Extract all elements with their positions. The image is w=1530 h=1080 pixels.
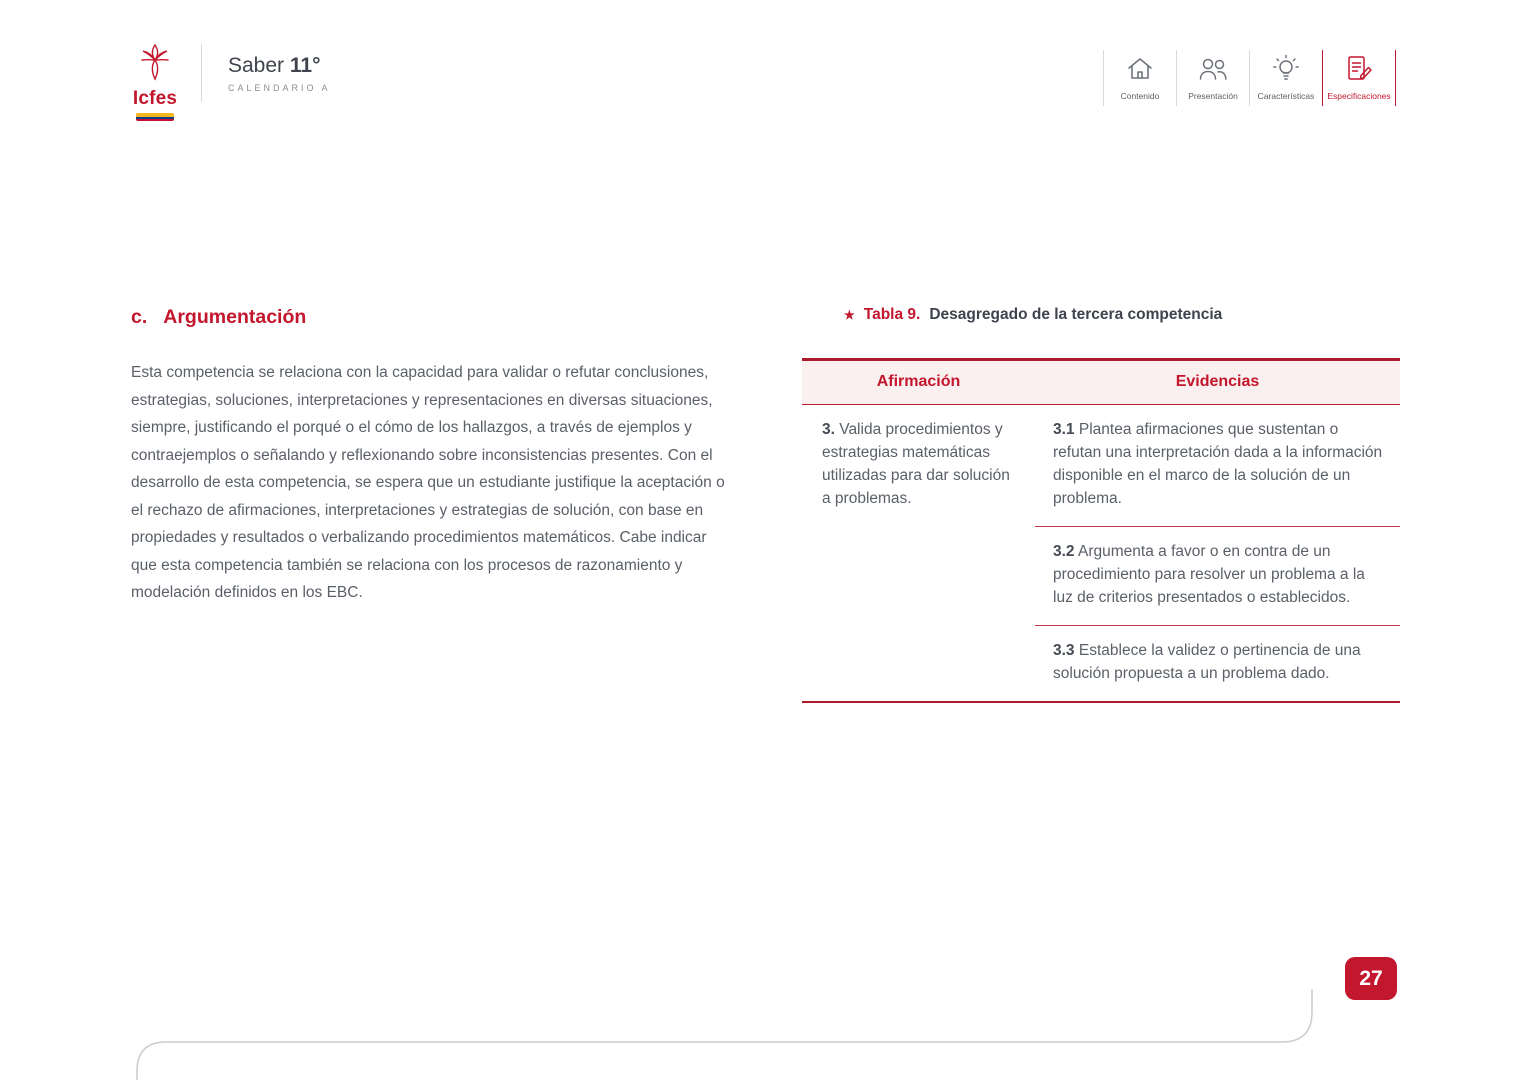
body-paragraph: Esta competencia se relaciona con la capacidad para validar o refutar conclusiones, estrategias, soluciones, interpretaciones y representaciones en diversas situaciones, siempre, justificando el porqué o el cómo de los hallazgos, a través de ejemplos y contraejemplos o señalando y reflexionando sobre inconsistencias presentes. Con el desarrollo de esta competencia, se espera que un estudiante justifique la aceptación o el rechazo de afirmaciones, interpretaciones y estrategias de solución, con base en propiedades y resultados o verbalizando procedimientos matemáticos. Cabe indicar que esta competencia también se relaciona con los procesos de razonamiento y modelación definidos en los EBC. xyxy=(131,364,725,601)
icfes-emblem-icon xyxy=(137,42,173,87)
affirmation-cell xyxy=(802,405,1035,701)
evidence-cell xyxy=(1035,526,1400,625)
table-caption-label: Tabla 9. xyxy=(863,306,921,323)
affirmation-text: Valida procedimientos y estrategias matemáticas utilizadas para dar solución a problemas. xyxy=(822,421,1010,507)
table-body xyxy=(802,405,1400,701)
header-nav xyxy=(1103,50,1396,106)
brand-subtitle: CALENDARIO A xyxy=(228,83,331,93)
table-column xyxy=(802,306,1400,703)
home-icon xyxy=(1125,50,1155,88)
nav-item-label: Características xyxy=(1257,91,1315,101)
text-column xyxy=(131,306,725,607)
section-letter: c. xyxy=(131,306,148,328)
section-title: Argumentación xyxy=(163,306,307,328)
people-icon xyxy=(1196,50,1230,88)
table-header-afirmacion: Afirmación xyxy=(876,373,961,390)
page-number-badge: 27 xyxy=(1345,957,1397,1000)
flag-stripe-red xyxy=(136,119,174,121)
brand-title xyxy=(228,42,331,93)
evidence-text: Argumenta a favor o en contra de un procedimiento para resolver un problema a la luz de criterios presentados o establecidos. xyxy=(1053,543,1365,606)
nav-item-especificaciones[interactable] xyxy=(1323,50,1395,106)
evidences-column xyxy=(1035,405,1400,701)
nav-item-presentacion[interactable] xyxy=(1177,50,1249,106)
nav-item-contenido[interactable] xyxy=(1104,50,1176,106)
brand-title-11: 11° xyxy=(289,54,321,77)
section-heading xyxy=(131,306,725,329)
colombia-flag xyxy=(136,113,174,121)
icfes-logo xyxy=(131,42,179,121)
brand-title-saber: Saber xyxy=(228,54,285,77)
star-icon: ★ xyxy=(844,308,855,322)
table-header-row xyxy=(802,361,1400,405)
evidence-number: 3.3 xyxy=(1053,642,1075,659)
affirmation-number: 3. xyxy=(822,421,835,438)
nav-item-label: Contenido xyxy=(1120,91,1160,101)
table-caption xyxy=(802,306,1400,324)
nav-item-label: Presentación xyxy=(1188,91,1238,101)
evidence-text: Plantea afirmaciones que sustentan o refutan una interpretación dada a la información disponible en el marco de la solución de un problema. xyxy=(1053,421,1383,507)
competencia-table xyxy=(802,358,1400,703)
evidence-text: Establece la validez o pertinencia de una solución propuesta a un problema dado. xyxy=(1053,642,1361,682)
evidence-number: 3.2 xyxy=(1053,543,1075,560)
clipboard-pencil-icon xyxy=(1343,50,1375,88)
evidence-cell xyxy=(1035,625,1400,701)
icfes-logo-text: Icfes xyxy=(132,88,178,109)
evidence-number: 3.1 xyxy=(1053,421,1075,438)
brand-block xyxy=(131,42,331,121)
table-caption-text: Desagregado de la tercera competencia xyxy=(929,306,1223,323)
nav-divider-active xyxy=(1395,50,1396,106)
lightbulb-icon xyxy=(1271,50,1301,88)
nav-item-caracteristicas[interactable] xyxy=(1250,50,1322,106)
table-header-evidencias: Evidencias xyxy=(1175,373,1260,390)
evidence-cell xyxy=(1035,405,1400,526)
nav-item-label: Especificaciones xyxy=(1327,91,1391,101)
brand-divider xyxy=(201,44,202,102)
